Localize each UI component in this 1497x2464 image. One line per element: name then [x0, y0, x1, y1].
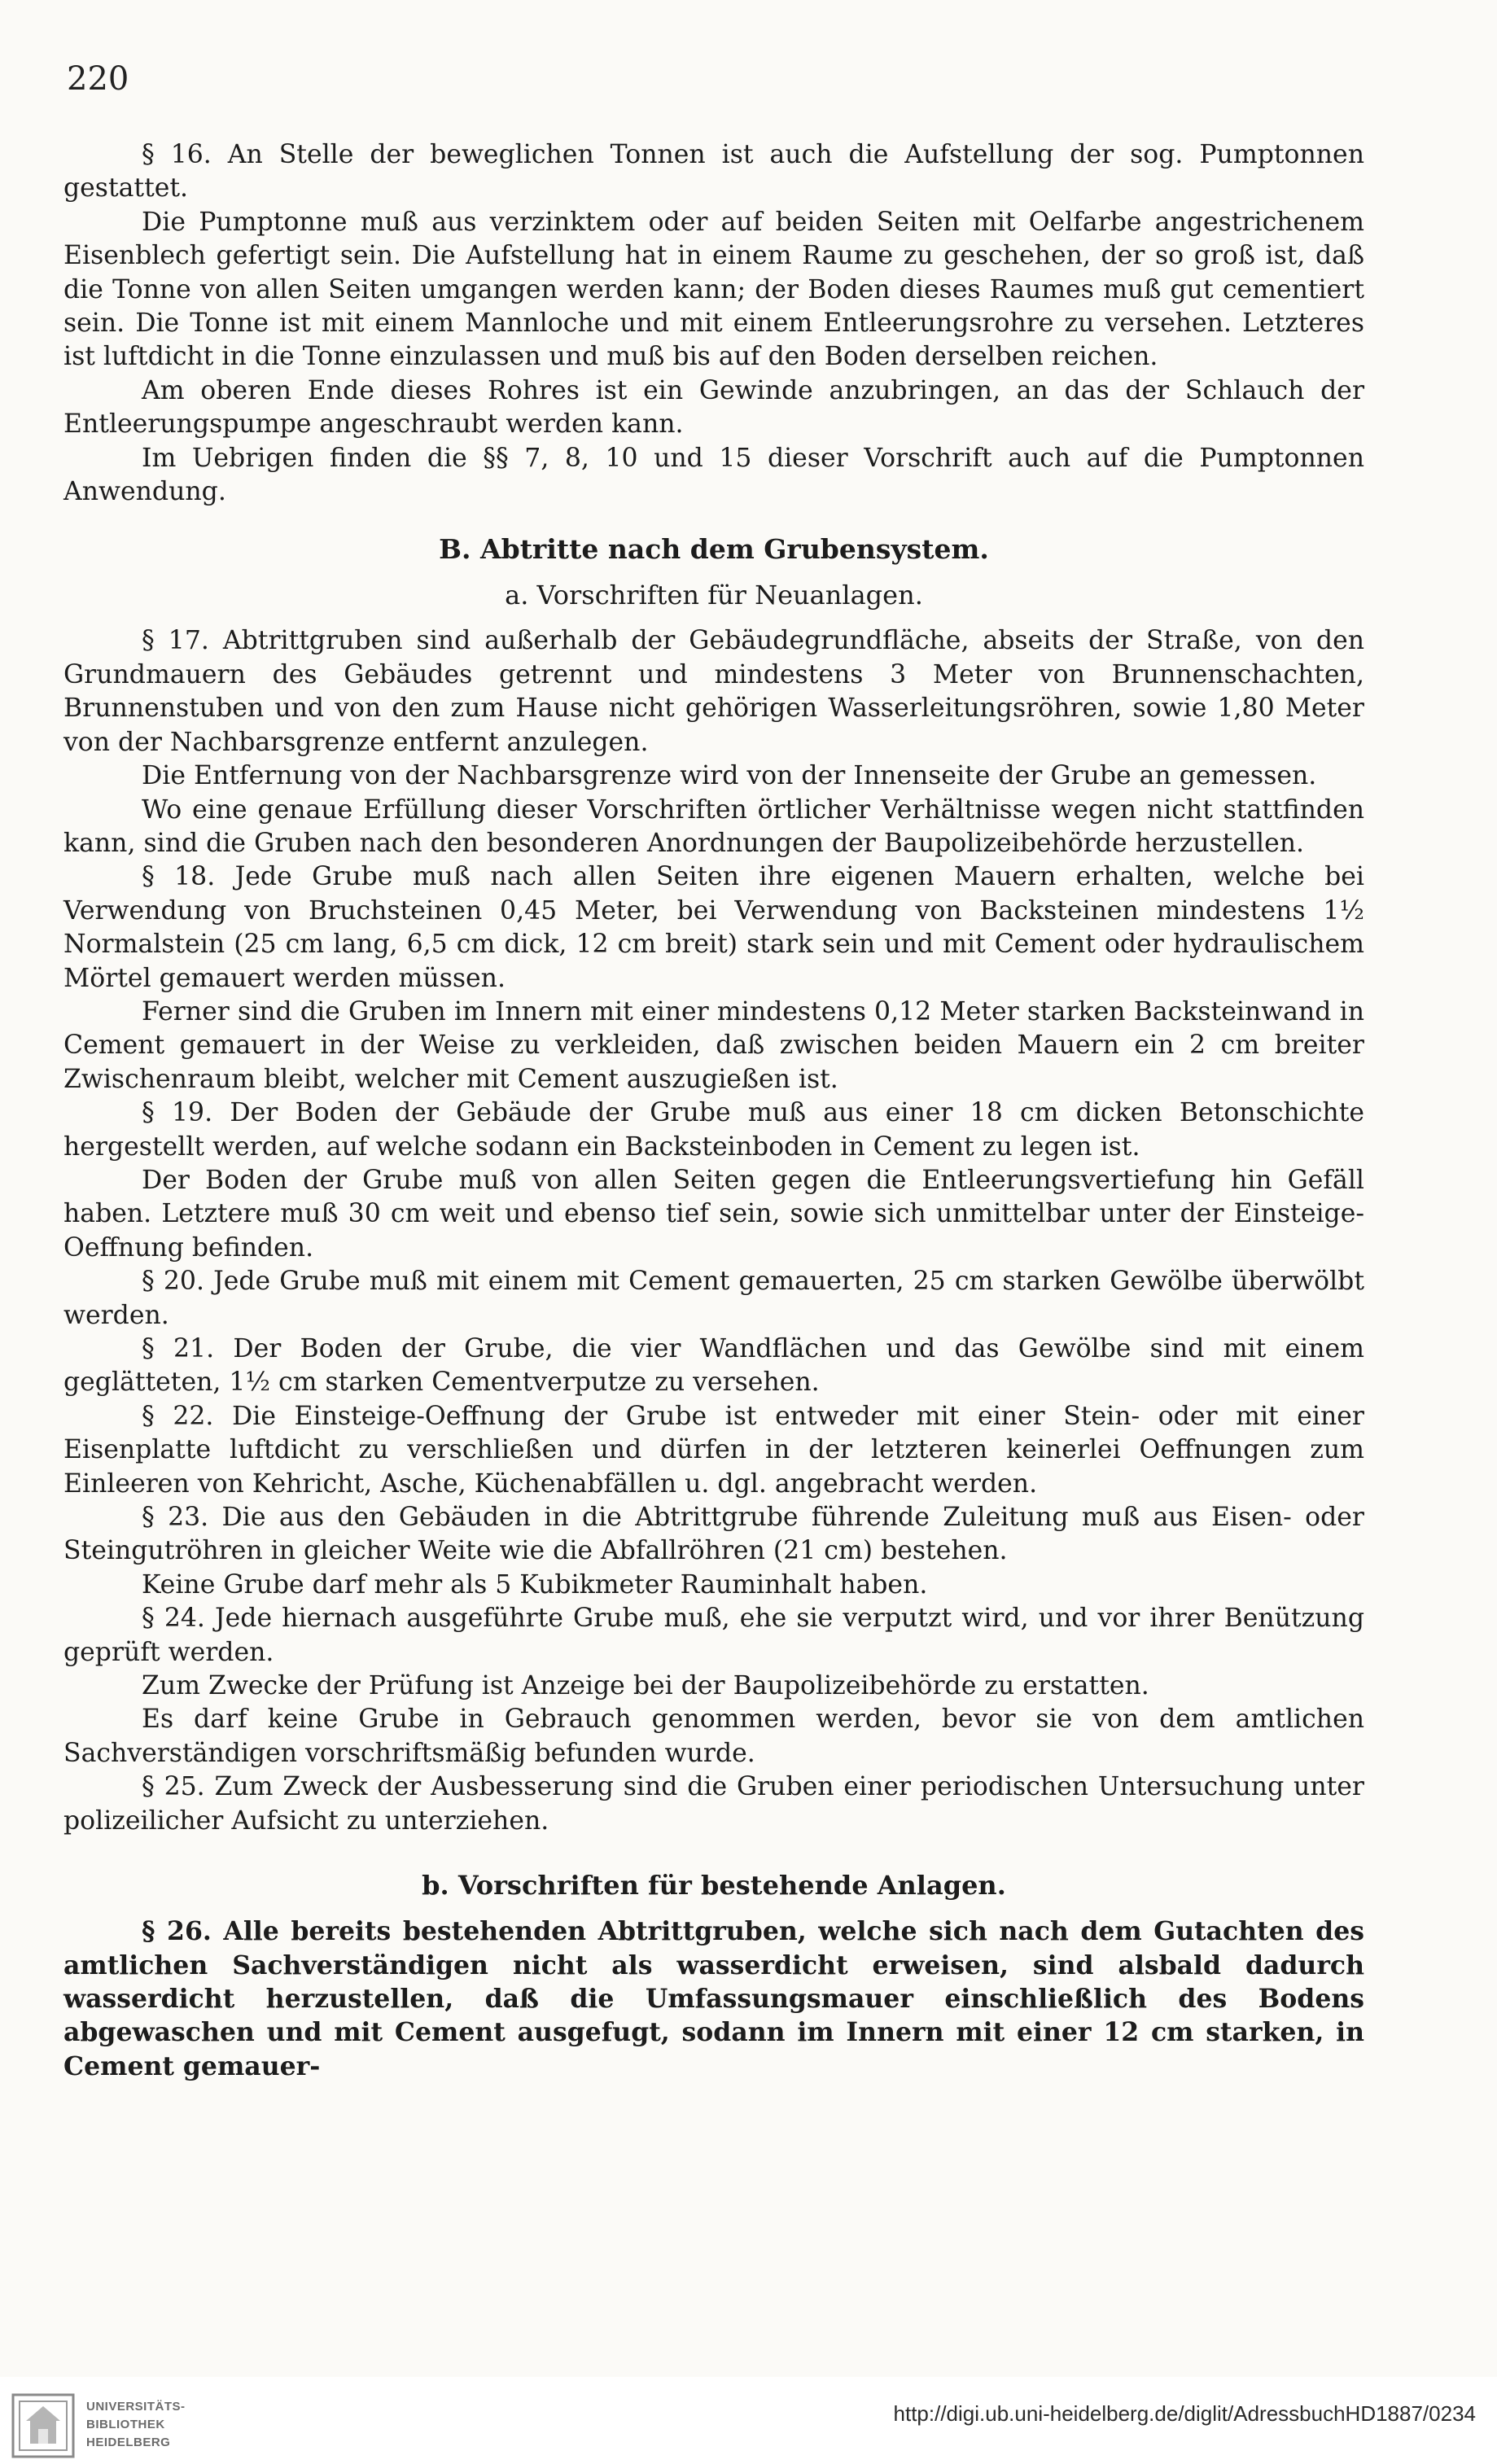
library-name-line: HEIDELBERG — [86, 2436, 171, 2449]
library-name — [86, 2398, 186, 2452]
paragraph-17a: § 17. Abtrittgruben sind außerhalb der Gebäudegrundfläche, abseits der Straße, von den Grundmauern des Gebäudes getrennt und mindestens 3 Meter von Brunnenschachten, Brunnenstuben und von den zum Hause nicht gehörigen Wasserleitungsröhren, sowie 1,80 Meter von der Nachbarsgrenze entfernt anzulegen. — [63, 626, 1364, 757]
paragraph-17c: Wo eine genaue Erfüllung dieser Vorschriften örtlicher Verhältnisse wegen nicht stattfinden kann, sind die Gruben nach den besonderen Anordnungen der Baupolizeibehörde herzustellen. — [63, 794, 1364, 858]
paragraph-22: § 22. Die Einsteige-Oeffnung der Grube ist entweder mit einer Stein- oder mit einer Eisenplatte luftdicht zu verschließen und dürfen in der letzteren keinerlei Oeffnungen zum Einleeren von Kehricht, Asche, Küchenabfällen u. dgl. angebracht werden. — [63, 1401, 1364, 1499]
paragraph-16b: Die Pumptonne muß aus verzinktem oder auf beiden Seiten mit Oelfarbe angestrichenem Eisenblech gefertigt sein. Die Aufstellung hat in einem Raume zu geschehen, der so groß ist, daß die Tonne von allen Seiten umgangen werden kann; der Boden dieses Raumes muß gut cementiert sein. Die Tonne ist mit einem Mannloche und mit einem Entleerungsrohre zu versehen. Letzteres ist luftdicht in die Tonne einzulassen und muß bis auf den Boden derselben reichen. — [63, 207, 1364, 372]
section-heading-b: B. Abtritte nach dem Grubensystem. — [439, 533, 989, 566]
paragraph-16d: Im Uebrigen finden die §§ 7, 8, 10 und 15 dieser Vorschrift auch auf die Pumptonnen Anwendung. — [63, 443, 1364, 507]
subsection-heading-a: a. Vorschriften für Neuanlagen. — [505, 580, 923, 611]
paragraph-18a: § 18. Jede Grube muß nach allen Seiten ihre eigenen Mauern erhalten, welche bei Verwendung von Bruchsteinen 0,45 Meter, bei Verwendung von Backsteinen mindestens 1½ Normalstein (25 cm lang, 6,5 cm dick, 12 cm breit) stark sein und mit Cement oder hydraulischem Mörtel gemauert werden müssen. — [63, 862, 1364, 993]
paragraph-19b: Der Boden der Grube muß von allen Seiten gegen die Entleerungsvertiefung hin Gefäll haben. Letztere muß 30 cm weit und ebenso tief sein, sowie sich unmittelbar unter der Einsteige-Oeffnung befinden. — [63, 1165, 1364, 1263]
paragraph-24a: § 24. Jede hiernach ausgeführte Grube muß, ehe sie verputzt wird, und vor ihrer Benützung geprüft werden. — [63, 1604, 1364, 1667]
paragraph-19a: § 19. Der Boden der Gebäude der Grube muß aus einer 18 cm dicken Betonschichte hergestellt werden, auf welche sodann ein Backsteinboden in Cement zu legen ist. — [63, 1098, 1364, 1162]
paragraph-25: § 25. Zum Zweck der Ausbesserung sind die Gruben einer periodischen Untersuchung unter polizeilicher Aufsicht zu unterziehen. — [63, 1772, 1364, 1836]
library-name-line: BIBLIOTHEK — [86, 2418, 165, 2431]
paragraph-23b: Keine Grube darf mehr als 5 Kubikmeter Rauminhalt haben. — [142, 1569, 928, 1600]
paragraph-24b: Zum Zwecke der Prüfung ist Anzeige bei der Baupolizeibehörde zu erstatten. — [142, 1671, 1149, 1701]
paragraph-18b: Ferner sind die Gruben im Innern mit einer mindestens 0,12 Meter starken Backsteinwand in Cement gemauert in der Weise zu verkleiden, daß zwischen beiden Mauern ein 2 cm breiter Zwischenraum bleibt, welcher mit Cement auszugießen ist. — [63, 996, 1364, 1094]
body-text — [63, 138, 1364, 2083]
library-name-line: UNIVERSITÄTS- — [86, 2400, 186, 2414]
paragraph-26: § 26. Alle bereits bestehenden Abtrittgruben, welche sich nach dem Gutachten des amtlichen Sachverständigen nicht als wasserdicht erweisen, sind alsbald dadurch wasserdicht herzustellen, daß die Umfassungsmauer einschließlich des Bodens abgewaschen und mit Cement ausgefugt, sodann im Innern mit einer 12 cm starken, in Cement gemauer- — [63, 1916, 1364, 2081]
paragraph-16c: Am oberen Ende dieses Rohres ist ein Gewinde anzubringen, an das der Schlauch der Entleerungspumpe angeschraubt werden kann. — [63, 375, 1364, 440]
page-number: 220 — [67, 60, 129, 98]
library-logo[interactable] — [11, 2393, 207, 2458]
university-seal-icon — [11, 2393, 75, 2458]
paragraph-17b: Die Entfernung von der Nachbarsgrenze wird von der Innenseite der Grube an gemessen. — [142, 761, 1317, 791]
paragraph-23a: § 23. Die aus den Gebäuden in die Abtrittgrube führende Zuleitung muß aus Eisen- oder Steingutröhren in gleicher Weite wie die Abfallröhren (21 cm) bestehen. — [63, 1503, 1364, 1566]
paragraph-24c: Es darf keine Grube in Gebrauch genommen werden, bevor sie von dem amtlichen Sachverständigen vorschriftsmäßig befunden wurde. — [63, 1705, 1364, 1768]
paragraph-20: § 20. Jede Grube muß mit einem mit Cement gemauerten, 25 cm starken Gewölbe überwölbt werden. — [63, 1267, 1364, 1330]
footer-bar — [0, 2377, 1497, 2464]
subsection-heading-b: b. Vorschriften für bestehende Anlagen. — [422, 1870, 1006, 1902]
paragraph-16a: § 16. An Stelle der beweglichen Tonnen ist auch die Aufstellung der sog. Pumptonnen gestattet. — [63, 140, 1364, 204]
source-url-link[interactable]: http://digi.ub.uni-heidelberg.de/diglit/AdressbuchHD1887/0234 — [893, 2401, 1476, 2426]
paragraph-21: § 21. Der Boden der Grube, die vier Wandflächen und das Gewölbe sind mit einem geglätteten, 1½ cm starken Cementverputze zu versehen. — [63, 1334, 1364, 1398]
